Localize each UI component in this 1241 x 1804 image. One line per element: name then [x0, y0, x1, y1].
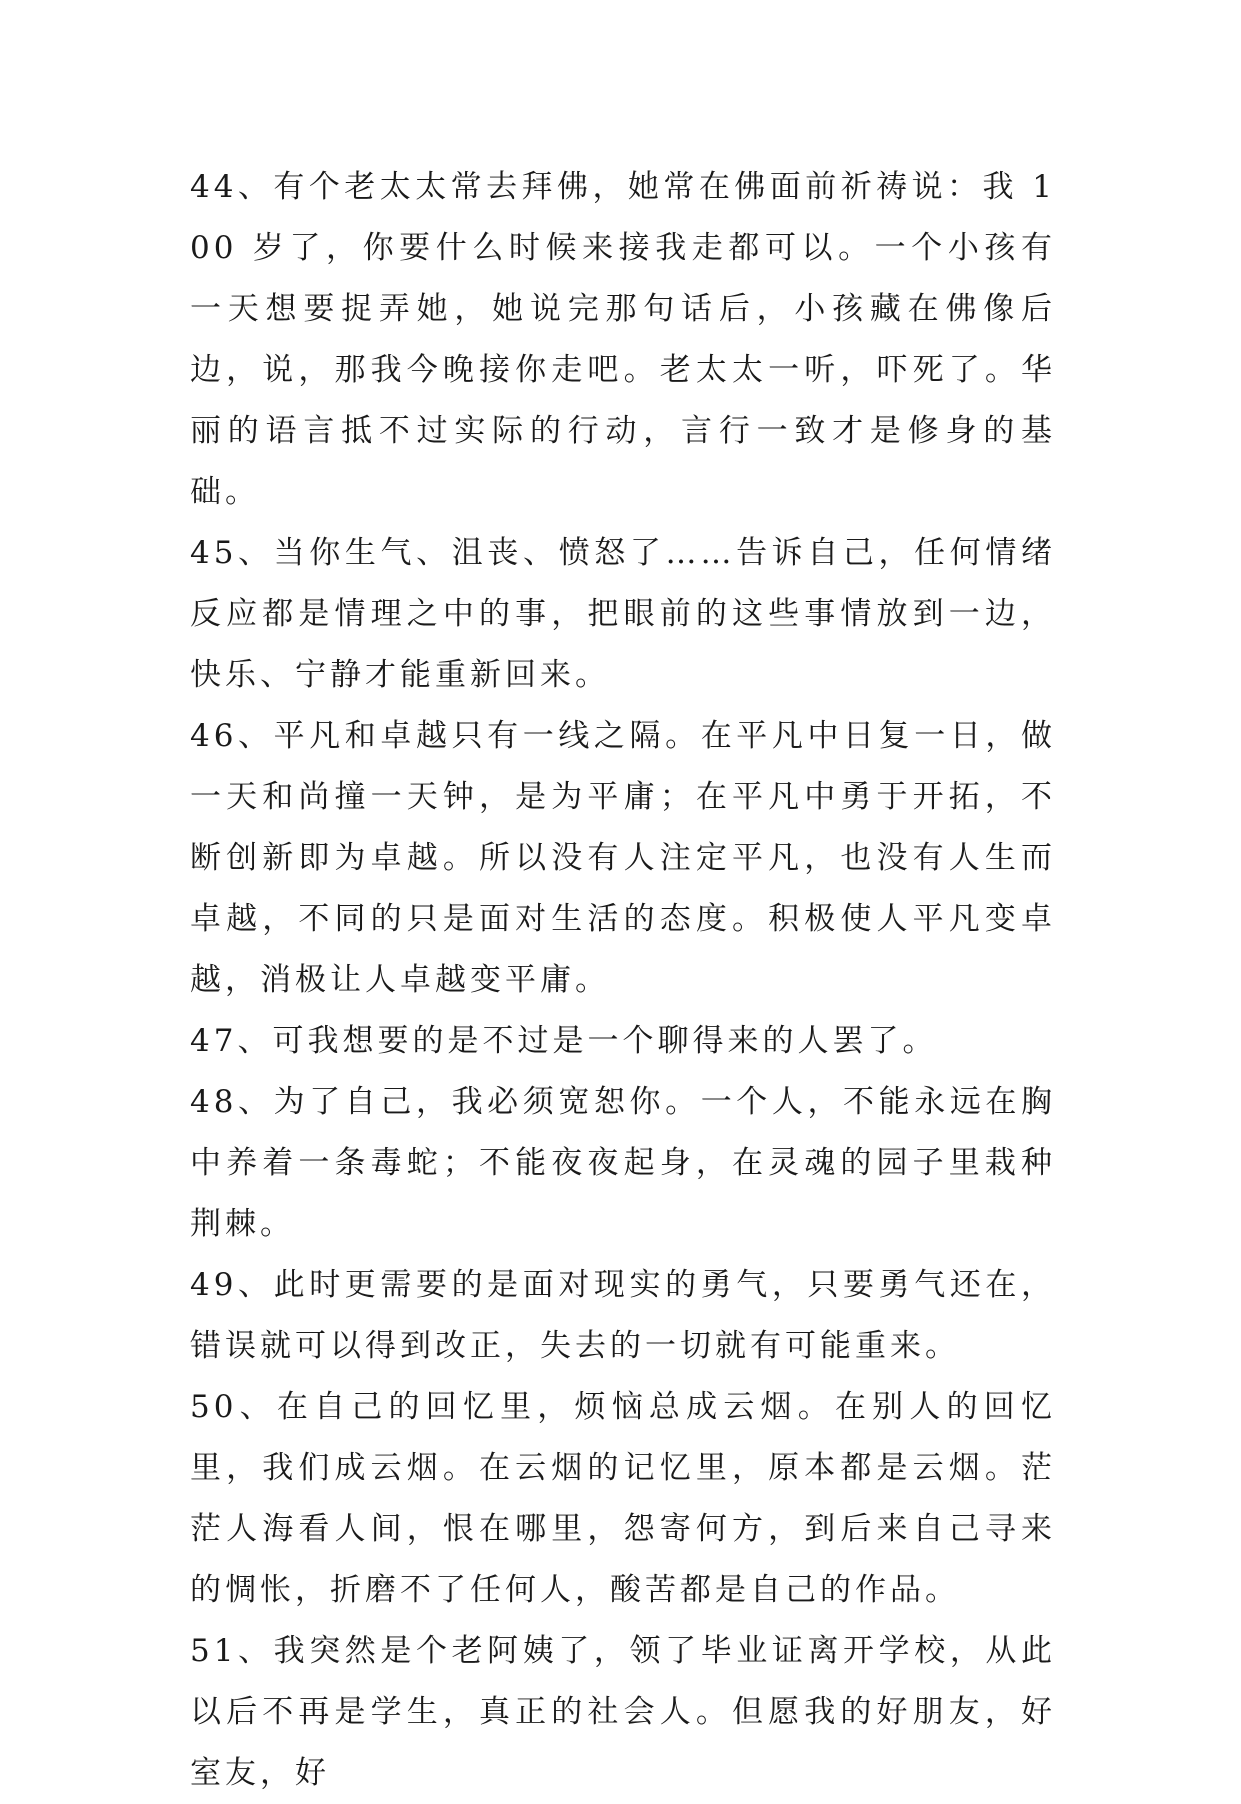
quote-paragraph-44: 44、有个老太太常去拜佛，她常在佛面前祈祷说：我 100 岁了，你要什么时候来接我走都可以。一个小孩有一天想要捉弄她，她说完那句话后，小孩藏在佛像后边，说，那我今晚接你走吧。老太太一听，吓死了。华丽的语言抵不过实际的行动，言行一致才是修身的基础。 [190, 169, 1056, 510]
document-body [190, 157, 1056, 1804]
quote-paragraph-47: 47、可我想要的是不过是一个聊得来的人罢了。 [190, 1023, 938, 1059]
quote-paragraph-48: 48、为了自己，我必须宽恕你。一个人，不能永远在胸中养着一条毒蛇；不能夜夜起身，在灵魂的园子里栽种荆棘。 [190, 1084, 1056, 1242]
quote-paragraph-49: 49、此时更需要的是面对现实的勇气，只要勇气还在，错误就可以得到改正，失去的一切就有可能重来。 [190, 1267, 1056, 1364]
quote-paragraph-50: 50、在自己的回忆里，烦恼总成云烟。在别人的回忆里，我们成云烟。在云烟的记忆里，原本都是云烟。茫茫人海看人间，恨在哪里，怨寄何方，到后来自己寻来的惆怅，折磨不了任何人，酸苦都是自己的作品。 [190, 1389, 1056, 1608]
quote-paragraph-45: 45、当你生气、沮丧、愤怒了……告诉自己，任何情绪反应都是情理之中的事，把眼前的这些事情放到一边，快乐、宁静才能重新回来。 [190, 535, 1056, 693]
quote-paragraph-46: 46、平凡和卓越只有一线之隔。在平凡中日复一日，做一天和尚撞一天钟，是为平庸；在平凡中勇于开拓，不断创新即为卓越。所以没有人注定平凡，也没有人生而卓越，不同的只是面对生活的态度。积极使人平凡变卓越，消极让人卓越变平庸。 [190, 718, 1056, 998]
quote-paragraph-51: 51、我突然是个老阿姨了，领了毕业证离开学校，从此以后不再是学生，真正的社会人。但愿我的好朋友，好室友，好 [190, 1633, 1056, 1791]
